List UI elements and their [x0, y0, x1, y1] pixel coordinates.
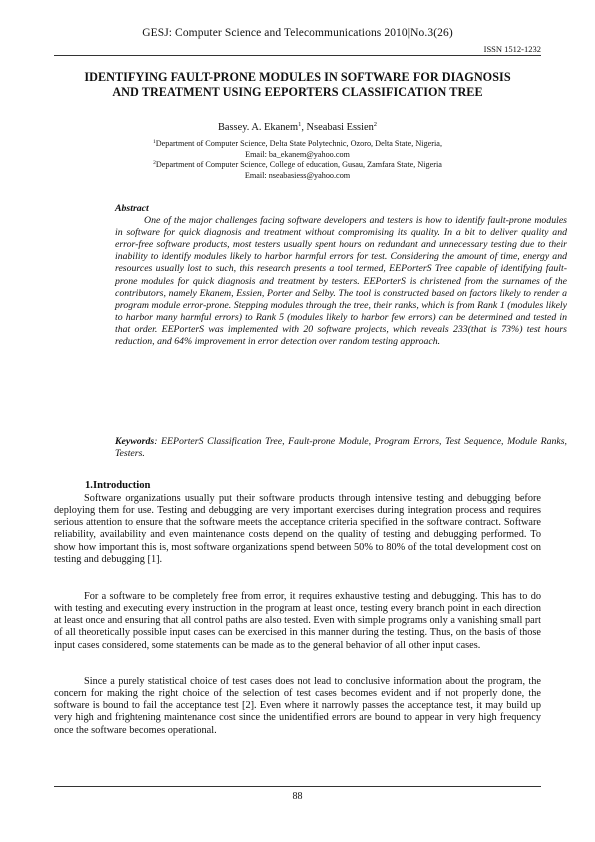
- intro-paragraph-1: Software organizations usually put their software products through intensive testing and debugging before deploying them for use. Testing and debugging are very important exercises during integration process and requires serious attention to ensure that the software meets the acceptance criteria specified in the software contract. Software reliability, availability and even maintenance costs depend on the quality of testing and debugging performed. To show how important this is, most software organizations spend between 50% to 80% of the total development cost on testing and debugging [1].: [54, 493, 541, 565]
- running-head: GESJ: Computer Science and Telecommunications 2010|No.3(26): [142, 27, 453, 39]
- affiliation-1-email: Email: ba_ekanem@yahoo.com: [245, 149, 350, 159]
- affiliation-1-text: Department of Computer Science, Delta State Polytechnic, Ozoro, Delta State, Nigeria,: [155, 139, 442, 148]
- keywords-label: Keywords: [115, 436, 155, 447]
- affiliation-1: [0, 139, 595, 150]
- issn: ISSN 1512-1232: [483, 44, 541, 54]
- header-rule: [54, 55, 541, 56]
- affiliations: [0, 139, 595, 181]
- affiliation-2-email: Email: nseabasiess@yahoo.com: [244, 170, 351, 180]
- title-line-1: IDENTIFYING FAULT-PRONE MODULES IN SOFTWARE FOR DIAGNOSIS: [84, 70, 511, 84]
- keywords: [115, 436, 567, 461]
- author-separator: ,: [301, 122, 307, 133]
- author-1-mark: 1: [298, 121, 302, 128]
- abstract-body: One of the major challenges facing software developers and testers is how to identify fault-prone modules in software for quick diagnosis and treatment without compromising its quality. In a bit to deliver quality and error-free software products, most testers usually spent hours on redundant and unnecessary testing due to their inability to identify modules likely to harbor harmful errors for test. Considering the amount of time, energy and resources usually lost to such, this research presents a tool termed, EEPorterS Tree capable of identifying fault-prone modules for quick diagnosis and treatment by testers. EEPorterS is christened from the surnames of the contributors, namely Ekanem, Essien, Porter and Selby. The tool is constructed based on factors likely to render a program module error-prone. Stepping modules through the tree, their ranks, which is from Rank 1 (modules likely to harbor many harmful errors) to Rank 5 (modules likely to harbor few errors) can be determined and tested in that order. EEPorterS was implemented with 20 software projects, which reveals 233(that is 73%) test hours reduction, and 64% improvement in error detection over random testing approach.: [115, 215, 567, 348]
- abstract: [115, 203, 567, 358]
- author-1: Bassey. A. Ekanem: [217, 122, 299, 133]
- affiliation-2-mark: 2: [153, 160, 156, 167]
- paper-title: [40, 70, 555, 99]
- author-2-mark: 2: [373, 121, 378, 128]
- affiliation-2-text: Department of Computer Science, College of education, Gusau, Zamfara State, Nigeria: [155, 160, 442, 170]
- authors: [0, 121, 595, 134]
- abstract-heading: Abstract: [115, 203, 149, 214]
- affiliation-2: [0, 160, 595, 171]
- footer-rule: [54, 786, 541, 787]
- keywords-text: : EEPorterS Classification Tree, Fault-prone Module, Program Errors, Test Sequence, Module Ranks, Testers.: [115, 436, 567, 460]
- title-line-2: AND TREATMENT USING EEPORTERS CLASSIFICATION TREE: [112, 84, 483, 99]
- intro-paragraph-2: For a software to be completely free from error, it requires exhaustive testing and debugging. This has to do with testing and executing every instruction in the program at least once, testing every branch point in each direction at least once and ensuring that all control paths are also tested. Even with simple programs only a vanishing small part of all theoretically possible input cases can be exercised in this manner during the testing. Thus, on the basis of those input cases considered, some statements can be made as to the general behavior of all other input cases.: [54, 591, 541, 651]
- author-2: Nseabasi Essien: [306, 122, 374, 133]
- section-heading: 1.Introduction: [85, 480, 151, 491]
- page-number: 88: [292, 791, 303, 802]
- intro-paragraph-3: Since a purely statistical choice of test cases does not lead to conclusive information about the program, the concern for making the right choice of the selection of test cases becomes evident and if not properly done, the software is bound to fail the acceptance test [2]. Even where it narrowly passes the acceptance test, it may build up very high and frightening maintenance cost since the unidentified errors are bound to appear in very high frequency once the software becomes operational.: [54, 676, 541, 736]
- affiliation-1-mark: 1: [153, 139, 156, 145]
